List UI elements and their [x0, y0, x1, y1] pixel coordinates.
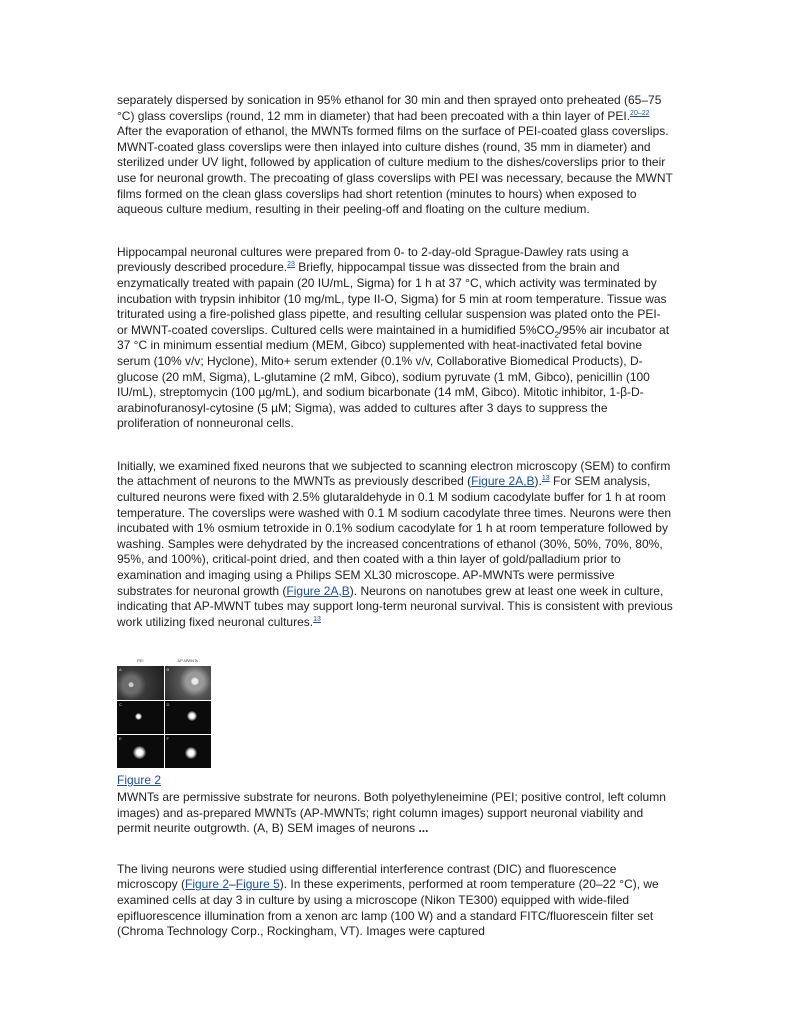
figure-2-link[interactable]: Figure 2 [117, 773, 162, 788]
figure-thumbnail[interactable] [117, 657, 211, 768]
figure-2 [117, 657, 673, 836]
reference-link[interactable]: 13 [313, 615, 321, 623]
paragraph-results-sem: Initially, we examined fixed neurons that we subjected to scanning electron microscopy (SEM) to confirm the attachment of neurons to the MWNTs as previously described (Figure 2A,B).$^{13}$ For SEM analysis, cultured neurons were fixed with 2.5% glutaraldehyde in 0.1 M sodium cacodylate buffer for 1 h at room temperature. The coverslips were washed with 0.1 M sodium cacodylate three times. Neurons were then incubated with 1% osmium tetroxide in 0.1% sodium cacodylate for 1 h at room temperature followed by washing. Samples were dehydrated by the increased concentrations of ethanol (30%, 50%, 70%, 80%, 95%, and 100%), critical-point dried, and then coated with a thin layer of gold/palladium prior to examination and imaging using a Philips SEM XL30 microscope. AP-MWNTs were permissive substrates for neuronal growth (Figure 2A,B). Neurons on nanotubes grew at least one week in culture, indicating that AP-MWNT tubes may support long-term neuronal survival. This is consistent with previous work utilizing fixed neuronal cultures.$^{13}$ [117, 458, 673, 629]
paragraph-methods-mwnt-films: separately dispersed by sonication in 95% ethanol for 30 min and then sprayed onto preheated (65–75 °C) glass coverslips (round, 12 mm in diameter) that had been precoated with a thin layer of PEI.$^{20-22}$ After the evaporation of ethanol, the MWNTs formed films on the surface of PEI-coated glass coverslips. MWNT-coated glass coverslips were then inlayed into culture dishes (round, 35 mm in diameter) and sterilized under UV light, followed by application of culture medium to the dishes/coverslips prior to their use for neuronal growth. The precoating of glass coverslips with PEI was necessary, because the MWNT films formed on the clean glass coverslips had short retention (minutes to hours) when exposed to aqueous culture medium, resulting in their peeling-off and floating on the culture medium. [117, 93, 673, 217]
column-header-ap-mwnts: AP-MWNTs [177, 658, 199, 664]
panel-e-fluorescence-image: E [117, 735, 164, 768]
panel-c-fluorescence-image: C [117, 701, 164, 734]
reference-link[interactable]: 23 [287, 261, 295, 269]
figure-link[interactable]: Figure 5 [235, 877, 280, 892]
panel-b-sem-image: B [165, 666, 212, 699]
panel-a-sem-image: A [117, 666, 164, 699]
panel-d-fluorescence-image: D [165, 701, 212, 734]
paragraph-methods-cultures: Hippocampal neuronal cultures were prepared from 0- to 2-day-old Sprague-Dawley rats using a previously described procedure.$^{23}$ Briefly, hippocampal tissue was dissected from the brain and enzymatically treated with papain (20 IU/mL, Sigma) for 1 h at 37 °C, which activity was terminated by incubation with trypsin inhibitor (10 mg/mL, type II-O, Sigma) for 5 min at room temperature. Tissue was triturated using a fire-polished glass pipette, and resulting cellular suspension was plated onto the PEI- or MWNT-coated coverslips. Cultured cells were maintained in a humidified $5\%CO_2/95\%$ air incubator at 37 °C in minimum essential medium (MEM, Gibco) supplemented with heat-inactivated fetal bovine serum (10% v/v; Hyclone), Mito+ serum extender (0.1% v/v, Collaborative Biomedical Products), D-glucose (20 mM, Sigma), L-glutamine (2 mM, Gibco), sodium pyruvate (1 mM, Gibco), penicillin (100 IU/mL), streptomycin (100 µg/mL), and sodium bicarbonate (14 mM, Gibco). Mitotic inhibitor, 1-β-D-arabinofuranosyl-cytosine (5 µM; Sigma), was added to cultures after 3 days to suppress the proliferation of nonneuronal cells. [117, 244, 670, 431]
reference-link[interactable]: 13 [541, 475, 550, 483]
figure-caption: MWNTs are permissive substrate for neurons. Both polyethyleneimine (PEI; positive control, left column images) and as-prepared MWNTs (AP-MWNTs; right column images) support neuronal viability and permit neurite outgrowth. (A, B) SEM images of neurons ... [117, 790, 666, 836]
caption-more-ellipsis[interactable]: ... [418, 821, 429, 836]
reference-link[interactable]: 20–22 [630, 109, 650, 117]
panel-f-fluorescence-image: F [165, 735, 212, 768]
figure-link[interactable]: Figure 2A,B [286, 583, 350, 598]
figure-link[interactable]: Figure 2A,B [471, 474, 535, 489]
column-header-pei: PEI [137, 658, 144, 664]
article-body [117, 93, 673, 967]
figure-link[interactable]: Figure 2 [185, 877, 230, 892]
paragraph-results-live-imaging: The living neurons were studied using differential interference contrast (DIC) and fluorescence microscopy (Figure 2–Figure 5). In these experiments, performed at room temperature (20–22 °C), we examined cells at day 3 in culture by using a microscope (Nikon TE300) equipped with wide-filed epifluorescence illumination from a xenon arc lamp (100 W) and a standard FITC/fluorescein filter set (Chroma Technology Corp., Rockingham, VT). Images were captured [117, 861, 659, 939]
